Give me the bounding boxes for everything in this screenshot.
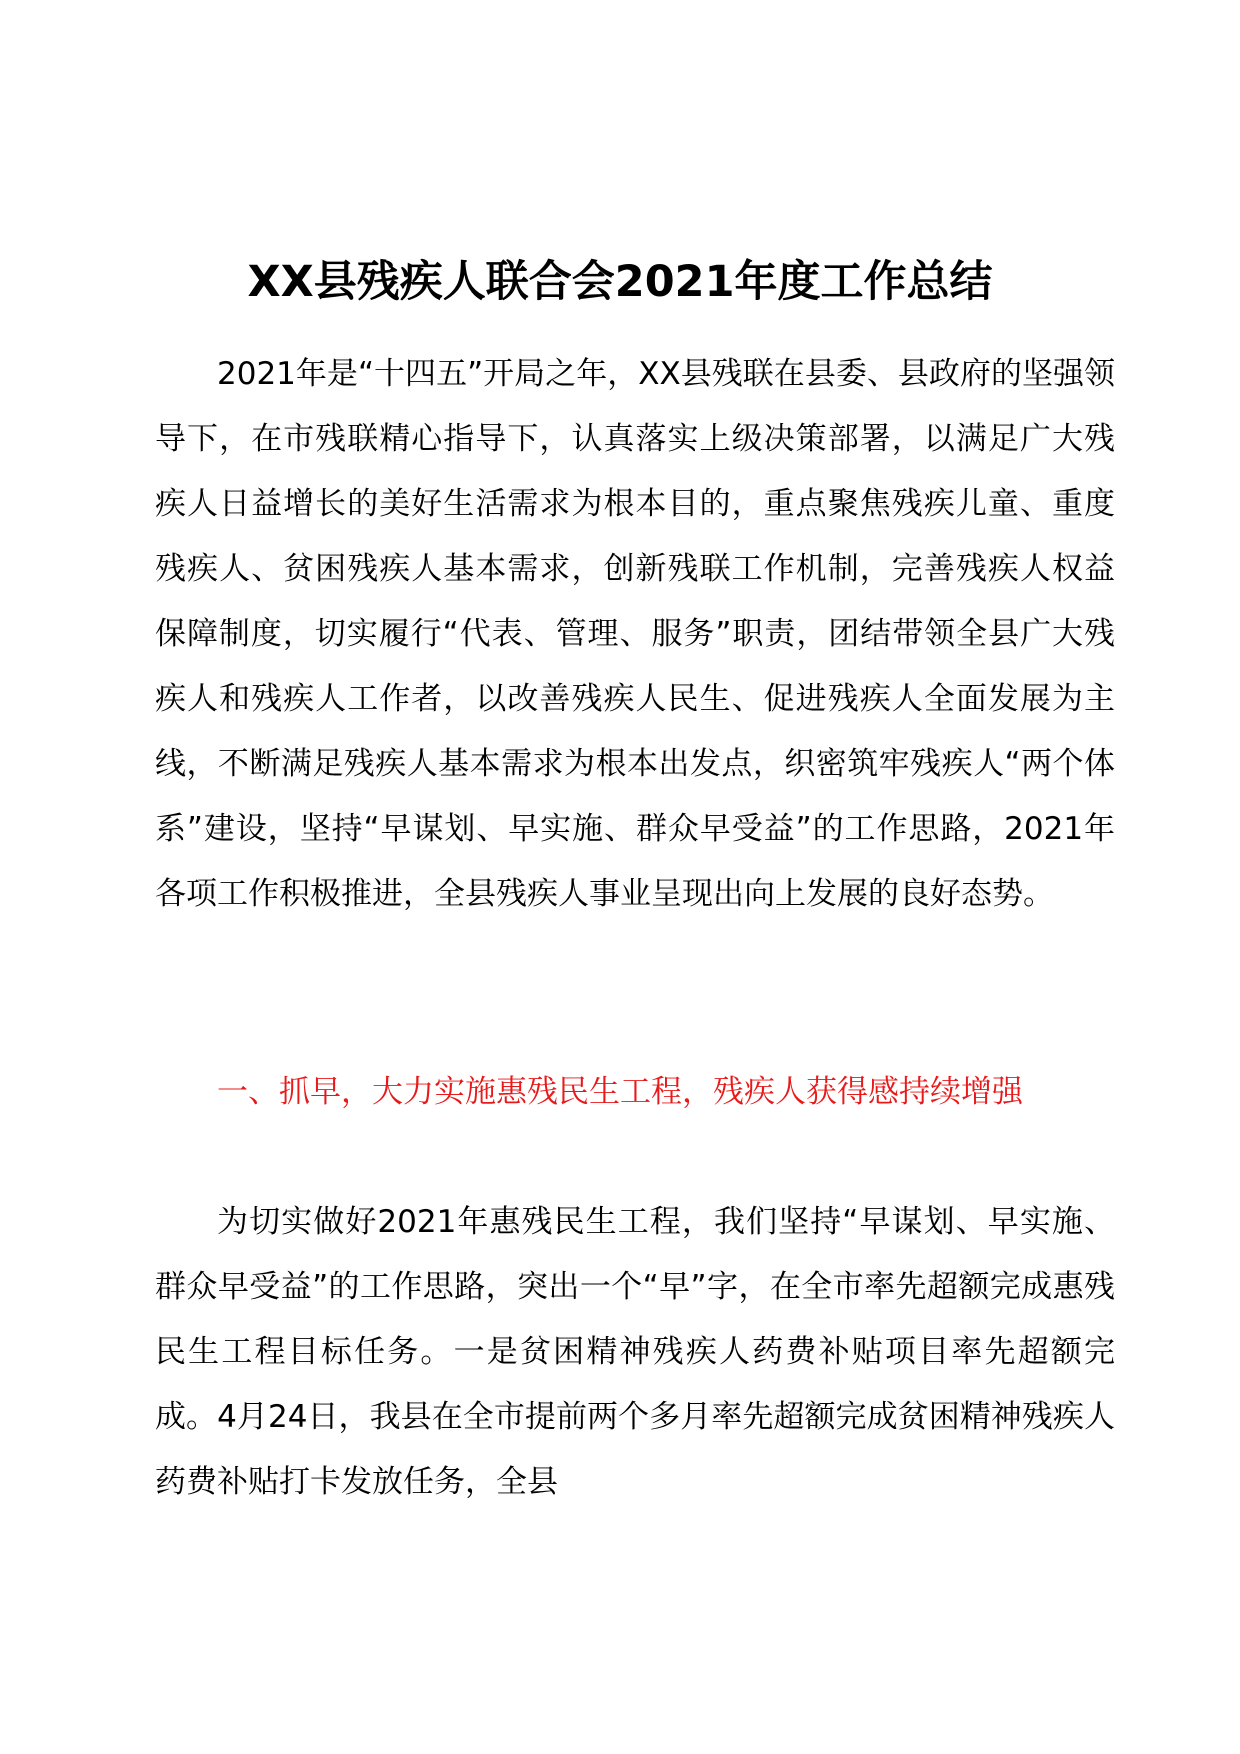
section-heading: 一、抓早，大力实施惠残民生工程，残疾人获得感持续增强 <box>217 1074 1023 1110</box>
section-paragraph: 为切实做好2021年惠残民生工程，我们坚持“早谋划、早实施、群众早受益”的工作思路，突出一个“早”字，在全市率先超额完成惠残民生工程目标任务。一是贫困精神残疾人药费补贴项目率先超额完成。4月24日，我县在全市提前两个多月率先超额完成贫困精神残疾人药费补贴打卡发放任务，全县 <box>155 1204 1115 1500</box>
intro-paragraph: 2021年是“十四五”开局之年，XX县残联在县委、县政府的坚强领导下，在市残联精心指导下，认真落实上级决策部署，以满足广大残疾人日益增长的美好生活需求为根本目的，重点聚焦残疾儿童、重度残疾人、贫困残疾人基本需求，创新残联工作机制，完善残疾人权益保障制度，切实履行“代表、管理、服务”职责，团结带领全县广大残疾人和残疾人工作者，以改善残疾人民生、促进残疾人全面发展为主线，不断满足残疾人基本需求为根本出发点，织密筑牢残疾人“两个体系”建设，坚持“早谋划、早实施、群众早受益”的工作思路，2021年各项工作积极推进，全县残疾人事业呈现出向上发展的良好态势。 <box>155 356 1115 912</box>
document-title: XX县残疾人联合会2021年度工作总结 <box>247 257 993 307</box>
